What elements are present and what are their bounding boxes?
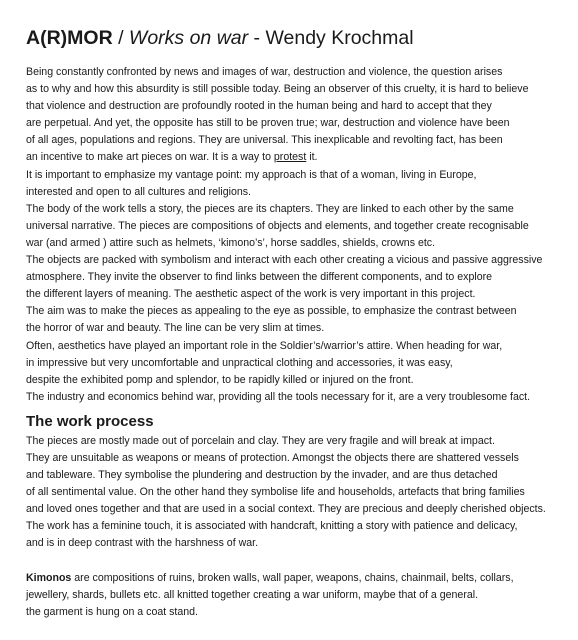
text-line: jewellery, shards, bullets etc. all knitted together creating a war uniform, maybe that of a general. — [26, 589, 479, 602]
text-line: the garment is hung on a coat stand. — [26, 606, 198, 619]
kimonos-paragraph — [26, 570, 566, 621]
kimonos-term: Kimonos — [26, 572, 72, 585]
page-title — [26, 26, 566, 50]
text-line: the different layers of meaning. The aesthetic aspect of the work is very important in this project. — [26, 288, 476, 301]
text-line: of all ages, populations and regions. They are universal. This inexplicable and revolting fact, has been — [26, 134, 503, 147]
protest-line-start: an incentive to make art pieces on war. It is a way to — [26, 151, 274, 164]
text-line: It is important to emphasize my vantage point: my approach is that of a woman, living in Europe, — [26, 168, 477, 181]
title-part-author: - Wendy Krochmal — [248, 27, 414, 49]
protest-line — [26, 149, 566, 166]
process-paragraph — [26, 433, 566, 553]
text-line: that violence and destruction are profoundly rooted in the human being and hard to accept that they — [26, 100, 492, 113]
text-line: universal narrative. The pieces are compositions of objects and elements, and together create recognisable — [26, 219, 529, 232]
body-paragraph — [26, 167, 566, 406]
paragraph-spacer — [26, 553, 566, 571]
title-separator: / — [112, 27, 129, 49]
title-part-works-on-war: Works on war — [128, 27, 249, 49]
text-line: The industry and economics behind war, providing all the tools necessary for it, are a very troublesome fact. — [26, 390, 531, 403]
text-line: despite the exhibited pomp and splendor, to be rapidly killed or injured on the front. — [26, 373, 414, 386]
text-line: Often, aesthetics have played an important role in the Soldier’s/warrior’s attire. When heading for war, — [26, 339, 503, 352]
section-heading-work-process: The work process — [26, 412, 154, 430]
text-line: interested and open to all cultures and religions. — [26, 185, 251, 198]
kimonos-line — [26, 570, 566, 587]
text-line: The work has a feminine touch, it is associated with handcraft, knitting a story with patience and delicacy, — [26, 520, 518, 533]
document-page — [26, 26, 566, 621]
text-line: the horror of war and beauty. The line can be very slim at times. — [26, 322, 325, 335]
text-line: Being constantly confronted by news and images of war, destruction and violence, the question arises — [26, 66, 503, 78]
text-line: are perpetual. And yet, the opposite has still to be proven true; war, destruction and violence have been — [26, 117, 510, 130]
text-line: The aim was to make the pieces as appealing to the eye as possible, to emphasize the contrast between — [26, 305, 517, 318]
text-line: war (and armed ) attire such as helmets, ‘kimono’s’, horse saddles, shields, crowns etc. — [26, 236, 436, 249]
kimonos-line-rest: are compositions of ruins, broken walls, wall paper, weapons, chains, chainmail, belts, collars, — [71, 572, 514, 585]
text-line: in impressive but very uncomfortable and unpractical clothing and accessories, it was easy, — [26, 356, 453, 369]
text-line: of all sentimental value. On the other hand they symbolise life and households, artefacts that bring families — [26, 486, 525, 499]
text-line: and loved ones together and that are used in a social context. They are precious and deeply cherished objects. — [26, 503, 546, 516]
text-line: The body of the work tells a story, the pieces are its chapters. They are linked to each other by the same — [26, 202, 514, 215]
title-part-armor: A(R)MOR — [26, 27, 113, 49]
protest-underlined-word: protest — [273, 151, 307, 164]
text-line: and tableware. They symbolise the plundering and destruction by the invader, and are thus detached — [26, 469, 498, 482]
text-line: They are unsuitable as weapons or means of protection. Amongst the objects there are shattered vessels — [26, 451, 519, 464]
text-line: The objects are packed with symbolism and interact with each other creating a vicious and passive aggressive — [26, 254, 543, 267]
text-line: as to why and how this absurdity is still possible today. Being an observer of this cruelty, it is hard to believe — [26, 83, 529, 96]
text-line: and is in deep contrast with the harshness of war. — [26, 537, 259, 550]
protest-line-end: it. — [306, 151, 318, 164]
text-line: The pieces are mostly made out of porcelain and clay. They are very fragile and will break at impact. — [26, 434, 495, 447]
text-line: atmosphere. They invite the observer to find links between the different components, and to explore — [26, 271, 493, 284]
intro-paragraph — [26, 64, 566, 167]
